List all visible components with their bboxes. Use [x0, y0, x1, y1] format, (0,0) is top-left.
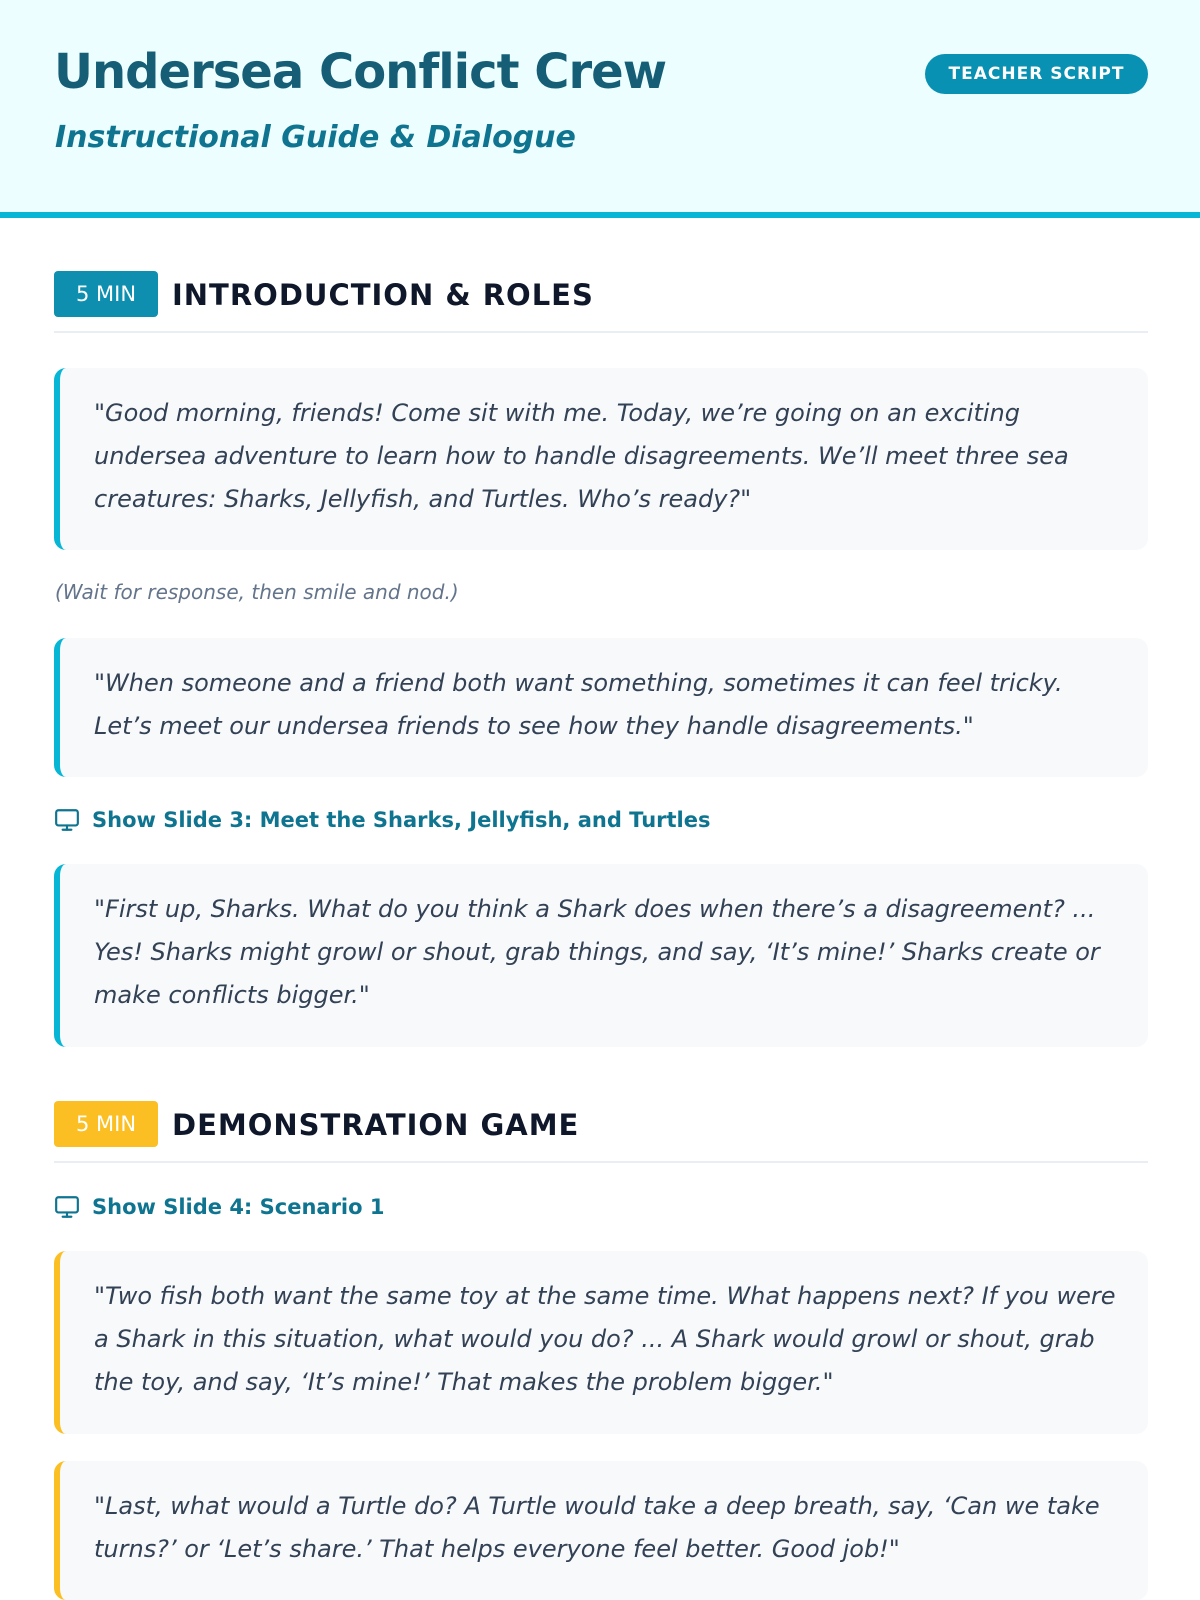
slide-cue	[54, 1192, 384, 1222]
section-title: DEMONSTRATION GAME	[172, 1108, 580, 1142]
stage-direction: (Wait for response, then smile and nod.)	[55, 580, 459, 604]
section-title: INTRODUCTION & ROLES	[172, 278, 594, 312]
monitor-icon	[54, 1194, 80, 1220]
script-quote: "Last, what would a Turtle do? A Turtle would take a deep breath, say, ‘Can we take turns?’ or ‘Let’s share.’ That helps everyone feel better. Good job!"	[54, 1461, 1148, 1600]
document-subtitle: Instructional Guide & Dialogue	[55, 120, 576, 155]
document-header	[0, 0, 1200, 218]
time-badge: 5 MIN	[54, 1101, 158, 1147]
slide-cue-text: Show Slide 4: Scenario 1	[92, 1195, 385, 1219]
teacher-script-badge: TEACHER SCRIPT	[925, 54, 1148, 94]
slide-cue-text: Show Slide 3: Meet the Sharks, Jellyfish, and Turtles	[92, 808, 711, 832]
document-title: Undersea Conflict Crew	[54, 44, 667, 100]
time-badge: 5 MIN	[54, 271, 158, 317]
slide-cue	[54, 805, 711, 835]
script-quote: "Two fish both want the same toy at the same time. What happens next? If you were a Shark in this situation, what would you do? ... A Shark would growl or shout, grab the toy, and say, ‘It’s mine!’ That makes the problem bigger."	[54, 1251, 1148, 1434]
section-header-introduction	[54, 271, 1148, 333]
script-quote: "When someone and a friend both want something, sometimes it can feel tricky. Let’s meet our undersea friends to see how they handle disagreements."	[54, 638, 1148, 777]
script-quote: "First up, Sharks. What do you think a Shark does when there’s a disagreement? ... Yes! Sharks might growl or shout, grab things, and say, ‘It’s mine!’ Sharks create or make conflicts bigger."	[54, 864, 1148, 1047]
monitor-icon	[54, 807, 80, 833]
section-header-demonstration	[54, 1101, 1148, 1163]
script-quote: "Good morning, friends! Come sit with me. Today, we’re going on an exciting undersea adventure to learn how to handle disagreements. We’ll meet three sea creatures: Sharks, Jellyfish, and Turtles. Who’s ready?"	[54, 368, 1148, 550]
